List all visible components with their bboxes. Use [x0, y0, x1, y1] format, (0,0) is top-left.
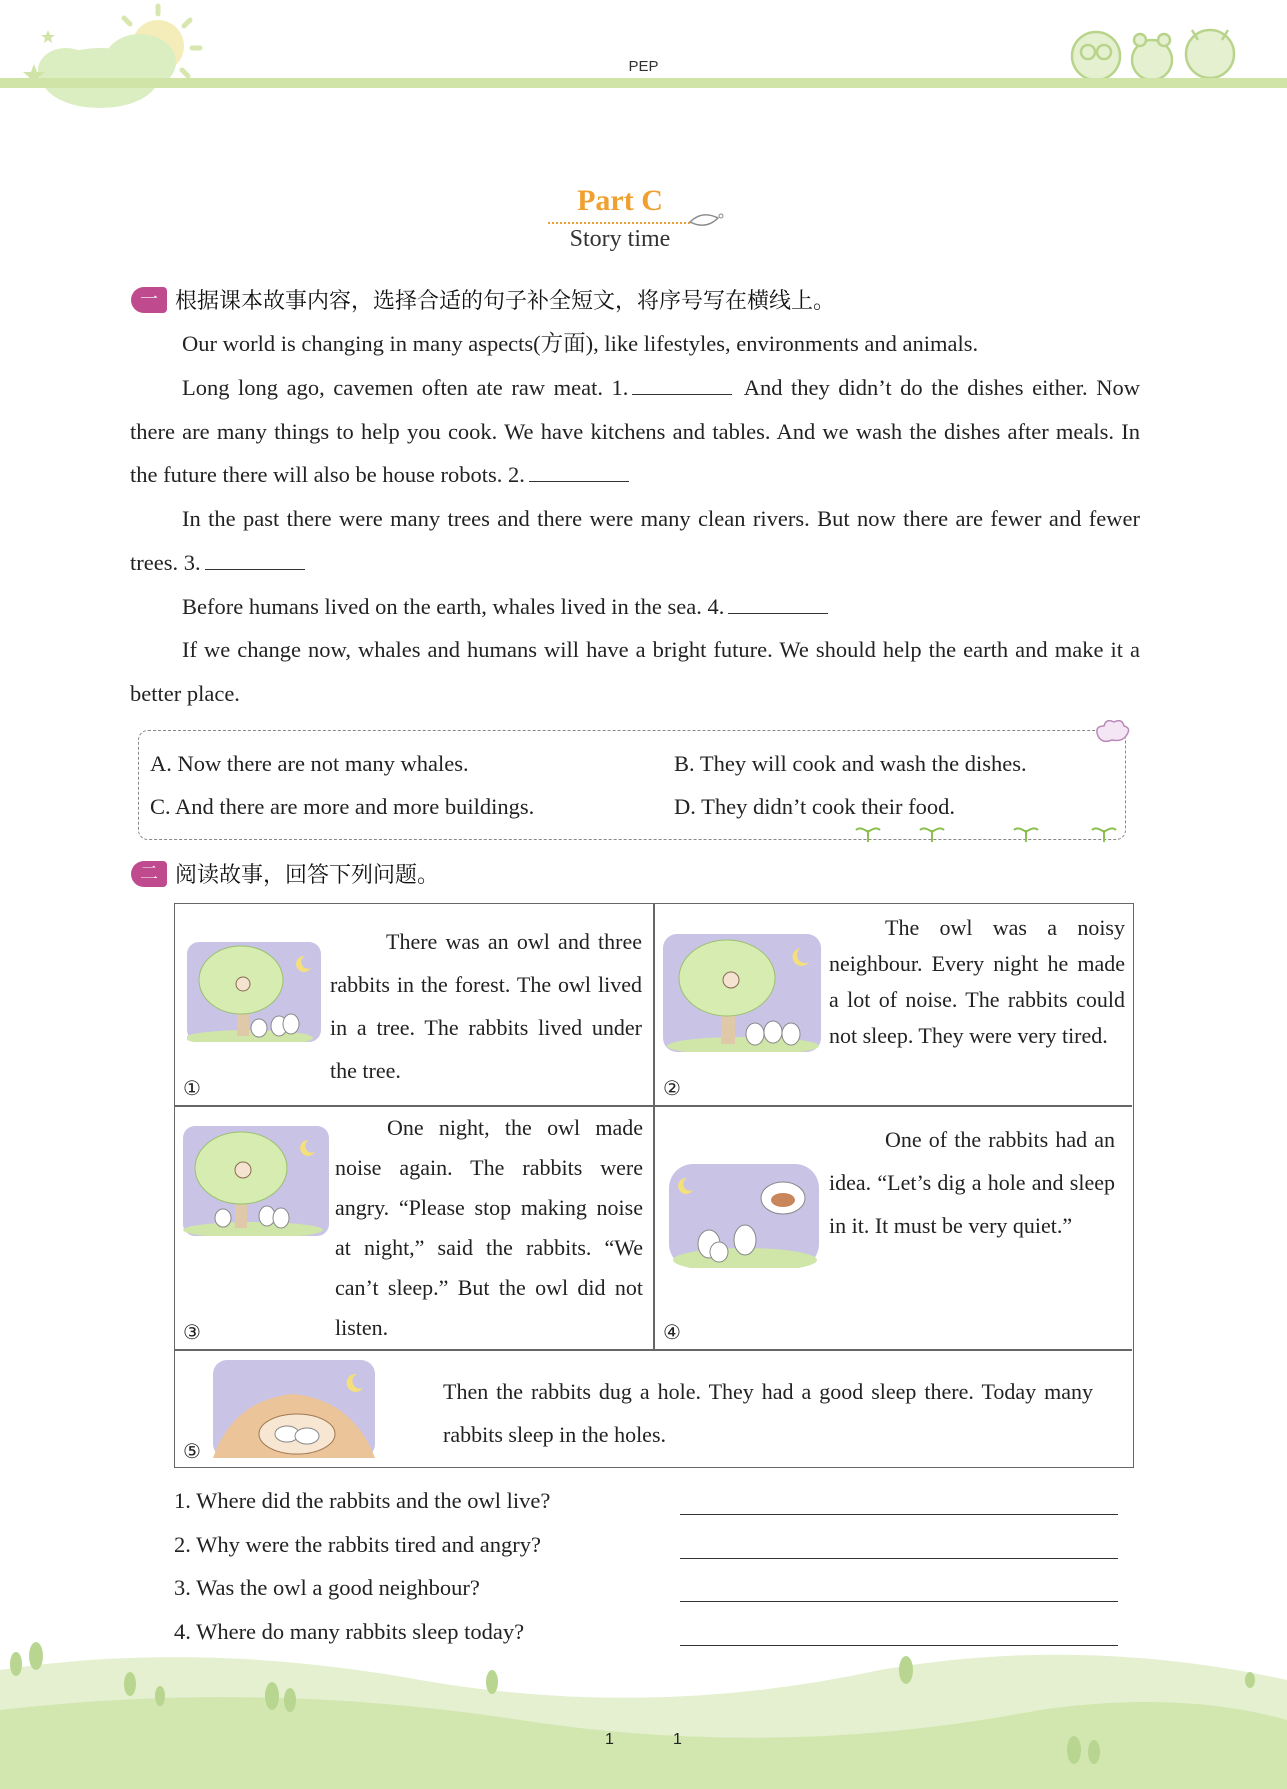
section1-badge: 一	[131, 287, 167, 313]
question-3: 3. Was the owl a good neighbour?	[174, 1575, 480, 1600]
paragraph-5: If we change now, whales and humans will have a bright future. We should help the earth and make it a better place.	[130, 637, 1140, 706]
answer-line-1[interactable]	[680, 1514, 1118, 1515]
blank-1[interactable]	[632, 372, 732, 395]
grid-divider-1	[175, 1105, 1132, 1107]
panel1-number: ①	[183, 1076, 201, 1100]
panel2-illustration	[663, 934, 821, 1052]
footer-landscape	[0, 1640, 1287, 1789]
blank-3[interactable]	[205, 547, 305, 570]
section2-instruction: 阅读故事，回答下列问题。	[175, 863, 440, 888]
sprouts-icon	[850, 822, 1120, 844]
flower-icon	[1092, 718, 1132, 746]
option-c: C. And there are more and more buildings.	[150, 794, 535, 819]
header-band	[0, 78, 1287, 88]
paragraph-1: Our world is changing in many aspects(方面), like lifestyles, environments and animals.	[182, 331, 979, 356]
panel2-number: ②	[663, 1076, 681, 1100]
part-subtitle: Story time	[569, 226, 671, 252]
panel3-text-block: One night, the owl made noise again. The rabbits were angry. “Please stop making noise at night,” said the rabbits. “We can’t sleep.” But the owl did not listen.	[335, 1115, 643, 1340]
panel4-number: ④	[663, 1320, 681, 1344]
panel1-text: There was an owl and three rabbits in the forest. The owl lived in a tree. The rabbits lived under the tree.	[330, 929, 642, 1083]
panel5-text: Then the rabbits dug a hole. They had a good sleep there. Today many rabbits sleep in the holes.	[443, 1379, 1093, 1447]
blank-2[interactable]	[529, 459, 629, 482]
paragraph-3-text: In the past there were many trees and there were many clean rivers. But now there are fewer and fewer trees. 3.	[130, 506, 1140, 575]
paragraph-2-start: Long long ago, cavemen often ate raw meat. 1.	[182, 375, 629, 400]
header-decoration	[0, 0, 1287, 110]
option-b: B. They will cook and wash the dishes.	[674, 751, 1027, 776]
option-a: A. Now there are not many whales.	[150, 751, 469, 776]
part-title: Part C	[577, 184, 663, 217]
section2-badge: 二	[131, 861, 167, 887]
panel4-illustration	[669, 1164, 819, 1268]
answer-line-3[interactable]	[680, 1601, 1118, 1602]
section2-title	[131, 858, 439, 889]
option-d: D. They didn’t cook their food.	[674, 794, 955, 819]
paragraph-2-rest: And they didn’t do the dishes either. Now there are many things to help you cook. We have kitchens and tables. And we wash the dishes after meals. In the future there will also be house robots. 2.	[130, 375, 1140, 487]
page-number-left: 1	[605, 1731, 614, 1748]
section1-instruction: 根据课本故事内容，选择合适的句子补全短文，将序号写在横线上。	[175, 289, 836, 314]
blank-4[interactable]	[728, 591, 828, 614]
question-2: 2. Why were the rabbits tired and angry?	[174, 1532, 541, 1557]
panel1-illustration	[187, 942, 321, 1042]
panel3-number: ③	[183, 1320, 201, 1344]
grid-divider-2	[175, 1349, 1132, 1351]
paragraph-4-text: Before humans lived on the earth, whales lived in the sea. 4.	[182, 594, 725, 619]
paragraph-4	[130, 585, 1140, 629]
panel4-text: One of the rabbits had an idea. “Let’s dig a hole and sleep in it. It must be very quiet.”	[829, 1127, 1115, 1238]
title-divider	[548, 222, 690, 224]
paragraph-2	[130, 366, 1140, 497]
page-number-right: 1	[673, 1731, 682, 1748]
panel5-illustration	[213, 1360, 375, 1458]
grid-divider-vertical	[653, 904, 655, 1349]
answer-line-2[interactable]	[680, 1558, 1118, 1559]
question-4: 4. Where do many rabbits sleep today?	[174, 1619, 525, 1644]
question-1: 1. Where did the rabbits and the owl live?	[174, 1488, 551, 1513]
paragraph-3	[130, 497, 1140, 584]
panel2-text: The owl was a noisy neighbour. Every night he made a lot of noise. The rabbits could not sleep. They were very tired.	[829, 915, 1125, 1048]
story-grid	[174, 903, 1134, 1468]
header-title: PEP	[628, 58, 659, 75]
section1-title	[131, 284, 835, 315]
panel5-number: ⑤	[183, 1439, 201, 1463]
panel3-text	[213, 1108, 643, 1348]
